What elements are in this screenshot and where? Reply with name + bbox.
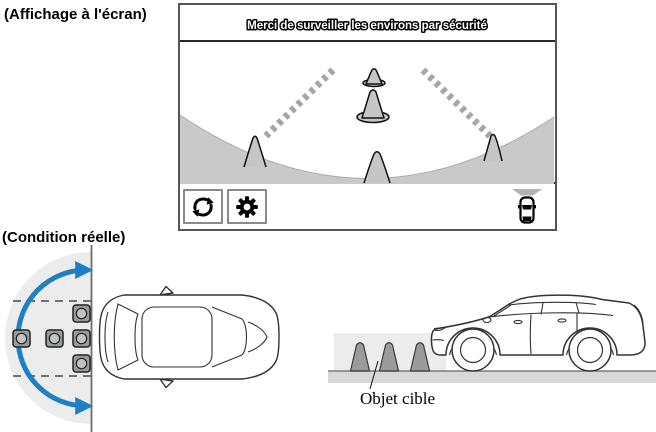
side-view-diagram [300, 244, 656, 432]
left-guide-line [266, 70, 333, 136]
top-view-diagram [0, 244, 300, 432]
view-switch-button[interactable] [183, 189, 223, 224]
gear-icon [234, 194, 260, 220]
camera-view [180, 42, 555, 184]
vehicle-top-view [100, 287, 280, 388]
screen-message: Merci de surveiller les environs par sécurité [247, 20, 487, 32]
camera-display-screen [178, 3, 557, 231]
screen-message-bar [180, 5, 555, 42]
right-guide-line [423, 70, 490, 136]
view-switch-icon [190, 194, 216, 220]
side-cones [351, 343, 430, 371]
settings-button[interactable] [227, 189, 267, 224]
camera-zone-trapezoid [511, 189, 543, 196]
screen-message-svg [182, 6, 553, 39]
ground-strip [328, 371, 656, 383]
screen-toolbar [180, 184, 555, 229]
vehicle-side-view [431, 295, 645, 371]
vehicle-top-view-icon [518, 196, 536, 224]
real-condition-caption: (Condition réelle) [2, 229, 126, 246]
target-object-label: Objet cible [360, 389, 436, 408]
screen-display-caption: (Affichage à l'écran) [4, 6, 147, 23]
vehicle-camera-indicator [511, 189, 543, 224]
camera-view-svg [180, 42, 555, 184]
